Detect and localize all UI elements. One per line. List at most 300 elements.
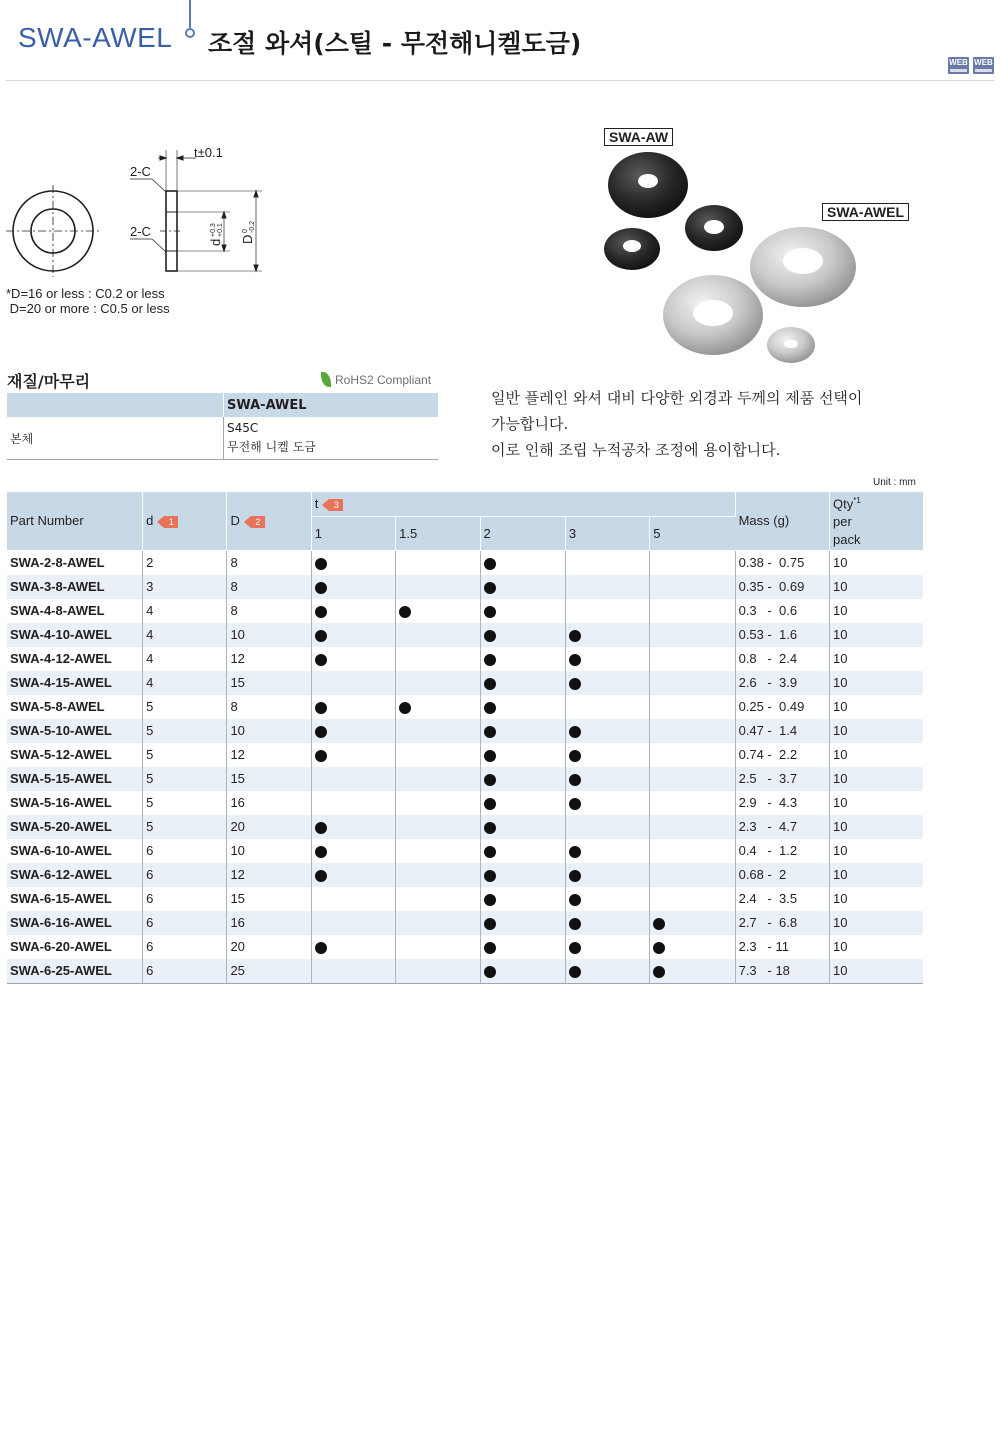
spec-table: [7, 492, 923, 984]
t-availability-cell: [480, 863, 565, 887]
part-number-cell: SWA-3-8-AWEL: [7, 575, 143, 599]
table-row: [7, 623, 923, 647]
t-availability-cell: [396, 599, 480, 623]
part-number-cell: SWA-6-10-AWEL: [7, 839, 143, 863]
thickness-label: t±0.1: [194, 145, 223, 160]
part-number-cell: SWA-4-15-AWEL: [7, 671, 143, 695]
t-availability-cell: [565, 863, 649, 887]
table-row: [7, 911, 923, 935]
D-cell: 15: [227, 671, 311, 695]
outer-tolerance-plus: 0: [242, 229, 249, 233]
part-number-cell: SWA-5-8-AWEL: [7, 695, 143, 719]
washer-black-small: [604, 228, 660, 270]
mass-cell: 2.3 - 11: [735, 935, 829, 959]
t-availability-cell: [396, 791, 480, 815]
available-dot-icon: [484, 798, 496, 810]
D-cell: 16: [227, 911, 311, 935]
table-row: [7, 791, 923, 815]
t-availability-cell: [311, 863, 395, 887]
available-dot-icon: [315, 606, 327, 618]
washer-silver-small: [767, 327, 815, 363]
mass-cell: 0.3 - 0.6: [735, 599, 829, 623]
t-availability-cell: [480, 791, 565, 815]
header-d: d 1: [143, 492, 227, 550]
D-cell: 16: [227, 791, 311, 815]
available-dot-icon: [569, 630, 581, 642]
header-t: t 3: [311, 492, 735, 516]
mass-cell: 0.8 - 2.4: [735, 647, 829, 671]
table-row: [7, 887, 923, 911]
t-availability-cell: [311, 839, 395, 863]
available-dot-icon: [653, 966, 665, 978]
web-icon[interactable]: WEB: [973, 57, 994, 74]
t-availability-cell: [311, 935, 395, 959]
note-flag: 3: [329, 499, 343, 511]
t-availability-cell: [565, 599, 649, 623]
t-availability-cell: [565, 911, 649, 935]
washer-silver-large: [750, 227, 856, 307]
chamfer-note: D=20 or more : C0.5 or less: [6, 301, 170, 316]
t-availability-cell: [565, 959, 649, 984]
t-availability-cell: [650, 767, 735, 791]
mass-cell: 0.68 - 2: [735, 863, 829, 887]
web-icon[interactable]: WEB: [948, 57, 969, 74]
t-availability-cell: [396, 911, 480, 935]
available-dot-icon: [484, 894, 496, 906]
t-availability-cell: [650, 959, 735, 984]
d-cell: 6: [143, 863, 227, 887]
t-availability-cell: [650, 695, 735, 719]
qty-cell: 10: [833, 603, 848, 618]
t-availability-cell: [311, 550, 395, 575]
t-availability-cell: [650, 887, 735, 911]
available-dot-icon: [484, 870, 496, 882]
D-cell: 8: [227, 599, 311, 623]
washer-black-medium: [685, 205, 743, 251]
t-availability-cell: [650, 935, 735, 959]
d-cell: 6: [143, 935, 227, 959]
available-dot-icon: [569, 966, 581, 978]
product-photo: [590, 130, 890, 375]
t-availability-cell: [396, 575, 480, 599]
header-t-value: 3: [565, 516, 649, 550]
part-number-cell: SWA-6-12-AWEL: [7, 863, 143, 887]
header-t-value: 2: [480, 516, 565, 550]
available-dot-icon: [484, 918, 496, 930]
t-availability-cell: [565, 647, 649, 671]
inner-diameter-label: d: [208, 238, 223, 246]
available-dot-icon: [315, 726, 327, 738]
header-qty: Qty$^{*1}$ per pack: [830, 492, 924, 550]
d-cell: 5: [143, 767, 227, 791]
t-availability-cell: [311, 719, 395, 743]
available-dot-icon: [315, 942, 327, 954]
available-dot-icon: [484, 726, 496, 738]
photo-label-aw: SWA-AW: [604, 128, 673, 146]
t-availability-cell: [480, 815, 565, 839]
qty-cell: 10: [830, 575, 924, 599]
header-D: D 2: [227, 492, 311, 550]
t-availability-cell: [650, 911, 735, 935]
d-cell: 6: [143, 959, 227, 984]
part-number-cell: SWA-5-20-AWEL: [7, 815, 143, 839]
d-cell: 4: [143, 671, 227, 695]
D-cell: 12: [227, 647, 311, 671]
table-row: [7, 671, 923, 695]
material-finish: 무전해 니켈 도금: [227, 440, 316, 454]
rohs-label: RoHS2 Compliant: [335, 373, 432, 387]
available-dot-icon: [315, 654, 327, 666]
t-availability-cell: [396, 959, 480, 984]
qty-cell: 10: [833, 747, 848, 762]
available-dot-icon: [569, 846, 581, 858]
note-flag: 2: [251, 516, 265, 528]
product-description: [491, 385, 862, 463]
available-dot-icon: [569, 798, 581, 810]
material-header-empty: [7, 393, 224, 417]
t-availability-cell: [480, 647, 565, 671]
available-dot-icon: [569, 678, 581, 690]
header-t-value: 5: [650, 516, 735, 550]
t-availability-cell: [311, 575, 395, 599]
t-availability-cell: [480, 887, 565, 911]
t-availability-cell: [311, 743, 395, 767]
D-cell: 8: [227, 575, 311, 599]
available-dot-icon: [569, 750, 581, 762]
part-number-cell: SWA-4-8-AWEL: [7, 599, 143, 623]
t-availability-cell: [396, 623, 480, 647]
material-value: [224, 417, 439, 460]
part-number-cell: SWA-5-16-AWEL: [7, 791, 143, 815]
front-view: [6, 185, 100, 277]
available-dot-icon: [569, 894, 581, 906]
d-cell: 5: [143, 695, 227, 719]
D-cell: 12: [227, 743, 311, 767]
t-availability-cell: [396, 719, 480, 743]
t-availability-cell: [565, 671, 649, 695]
t-availability-cell: [650, 599, 735, 623]
available-dot-icon: [315, 870, 327, 882]
part-number-cell: SWA-5-15-AWEL: [7, 767, 143, 791]
t-availability-cell: [650, 671, 735, 695]
outer-tolerance-minus: -0.2: [249, 220, 256, 233]
t-availability-cell: [480, 550, 565, 575]
qty-cell: 10: [830, 767, 924, 791]
t-availability-cell: [565, 935, 649, 959]
rohs-badge: [321, 372, 431, 387]
D-cell: 10: [227, 839, 311, 863]
product-code: SWA-AWEL: [18, 22, 173, 53]
qty-cell: 10: [833, 699, 848, 714]
qty-cell: 10: [833, 843, 848, 858]
available-dot-icon: [484, 942, 496, 954]
available-dot-icon: [315, 702, 327, 714]
mass-cell: 0.4 - 1.2: [735, 839, 829, 863]
t-availability-cell: [396, 743, 480, 767]
t-availability-cell: [565, 839, 649, 863]
t-availability-cell: [311, 671, 395, 695]
t-availability-cell: [650, 623, 735, 647]
table-row: [7, 599, 923, 623]
d-cell: 5: [143, 815, 227, 839]
available-dot-icon: [315, 558, 327, 570]
mass-cell: 0.47 - 1.4: [735, 719, 829, 743]
t-availability-cell: [396, 935, 480, 959]
available-dot-icon: [484, 822, 496, 834]
qty-cell: 10: [830, 623, 924, 647]
page-title: 조절 와셔(스틸 - 무전해니켈도금): [208, 29, 582, 58]
d-cell: 5: [143, 719, 227, 743]
table-row: [7, 863, 923, 887]
available-dot-icon: [569, 726, 581, 738]
available-dot-icon: [484, 582, 496, 594]
part-number-cell: SWA-5-12-AWEL: [7, 743, 143, 767]
table-row: [7, 935, 923, 959]
t-availability-cell: [480, 911, 565, 935]
mass-cell: 2.5 - 3.7: [735, 767, 829, 791]
description-line: 가능합니다.: [491, 415, 569, 433]
mass-cell: 0.74 - 2.2: [735, 743, 829, 767]
D-cell: 15: [227, 767, 311, 791]
t-availability-cell: [650, 550, 735, 575]
t-availability-cell: [650, 647, 735, 671]
table-row: [7, 695, 923, 719]
table-row: [7, 647, 923, 671]
t-availability-cell: [650, 839, 735, 863]
D-cell: 20: [227, 815, 311, 839]
available-dot-icon: [315, 822, 327, 834]
available-dot-icon: [569, 774, 581, 786]
t-availability-cell: [480, 743, 565, 767]
material-table: [7, 393, 438, 460]
t-availability-cell: [480, 959, 565, 984]
t-availability-cell: [650, 575, 735, 599]
t-availability-cell: [650, 863, 735, 887]
available-dot-icon: [484, 606, 496, 618]
t-availability-cell: [311, 599, 395, 623]
table-row: [7, 959, 923, 984]
D-cell: 12: [227, 863, 311, 887]
available-dot-icon: [399, 702, 411, 714]
t-availability-cell: [480, 935, 565, 959]
part-number-cell: SWA-6-15-AWEL: [7, 887, 143, 911]
available-dot-icon: [484, 654, 496, 666]
D-cell: 20: [227, 935, 311, 959]
qty-cell: 10: [833, 555, 848, 570]
qty-cell: 10: [833, 651, 848, 666]
outer-diameter-label: D: [240, 234, 255, 244]
header-t-value: 1: [311, 516, 395, 550]
t-availability-cell: [565, 767, 649, 791]
header-divider: [6, 80, 994, 81]
mass-cell: 7.3 - 18: [735, 959, 829, 984]
t-availability-cell: [311, 767, 395, 791]
chamfer-label: 2-C: [130, 224, 151, 239]
table-row: [7, 719, 923, 743]
leaf-icon: [321, 372, 331, 387]
part-number-cell: SWA-6-20-AWEL: [7, 935, 143, 959]
t-availability-cell: [480, 671, 565, 695]
qty-cell: 10: [830, 911, 924, 935]
t-availability-cell: [480, 623, 565, 647]
t-availability-cell: [480, 767, 565, 791]
qty-cell: 10: [830, 815, 924, 839]
t-availability-cell: [311, 791, 395, 815]
t-availability-cell: [311, 887, 395, 911]
qty-cell: 10: [833, 891, 848, 906]
material-row-label: 본체: [7, 417, 224, 460]
t-availability-cell: [565, 575, 649, 599]
washer-silver-xlarge: [663, 275, 763, 355]
D-cell: 15: [227, 887, 311, 911]
available-dot-icon: [569, 870, 581, 882]
t-availability-cell: [311, 959, 395, 984]
qty-cell: 10: [833, 939, 848, 954]
t-availability-cell: [480, 695, 565, 719]
t-availability-cell: [311, 647, 395, 671]
t-availability-cell: [565, 791, 649, 815]
photo-label-awel: SWA-AWEL: [822, 203, 909, 221]
available-dot-icon: [484, 966, 496, 978]
header-connector-dot: [185, 28, 195, 38]
available-dot-icon: [569, 654, 581, 666]
d-cell: 4: [143, 623, 227, 647]
qty-cell: 10: [830, 671, 924, 695]
part-number-cell: SWA-4-10-AWEL: [7, 623, 143, 647]
part-number-cell: SWA-6-25-AWEL: [7, 959, 143, 984]
d-cell: 2: [143, 550, 227, 575]
table-row: [7, 767, 923, 791]
t-availability-cell: [396, 815, 480, 839]
t-availability-cell: [396, 887, 480, 911]
header-mass: Mass (g): [735, 492, 829, 550]
t-availability-cell: [480, 839, 565, 863]
available-dot-icon: [484, 630, 496, 642]
D-cell: 8: [227, 550, 311, 575]
available-dot-icon: [315, 750, 327, 762]
t-availability-cell: [565, 623, 649, 647]
available-dot-icon: [653, 942, 665, 954]
part-number-cell: SWA-5-10-AWEL: [7, 719, 143, 743]
mass-cell: 2.9 - 4.3: [735, 791, 829, 815]
part-number-cell: SWA-4-12-AWEL: [7, 647, 143, 671]
qty-cell: 10: [830, 863, 924, 887]
table-row: [7, 815, 923, 839]
d-cell: 3: [143, 575, 227, 599]
t-availability-cell: [480, 599, 565, 623]
d-cell: 4: [143, 599, 227, 623]
t-availability-cell: [650, 719, 735, 743]
unit-label: Unit : mm: [873, 477, 916, 488]
mass-cell: 2.3 - 4.7: [735, 815, 829, 839]
header-t-value: 1.5: [396, 516, 480, 550]
part-number-cell: SWA-2-8-AWEL: [7, 550, 143, 575]
table-row: [7, 575, 923, 599]
t-availability-cell: [650, 791, 735, 815]
d-cell: 6: [143, 887, 227, 911]
t-availability-cell: [650, 743, 735, 767]
qty-cell: 10: [830, 959, 924, 984]
d-cell: 6: [143, 839, 227, 863]
qty-cell: 10: [833, 795, 848, 810]
t-availability-cell: [396, 839, 480, 863]
available-dot-icon: [484, 774, 496, 786]
t-availability-cell: [565, 550, 649, 575]
available-dot-icon: [653, 918, 665, 930]
available-dot-icon: [315, 582, 327, 594]
t-availability-cell: [480, 719, 565, 743]
washer-black-large: [608, 152, 688, 218]
available-dot-icon: [484, 702, 496, 714]
note-flag: 1: [164, 516, 178, 528]
description-line: 일반 플레인 와셔 대비 다양한 외경과 두께의 제품 선택이: [491, 389, 863, 407]
t-availability-cell: [396, 647, 480, 671]
t-availability-cell: [565, 743, 649, 767]
available-dot-icon: [315, 846, 327, 858]
t-availability-cell: [565, 887, 649, 911]
header-connector-line: [189, 0, 191, 28]
t-availability-cell: [480, 575, 565, 599]
t-availability-cell: [311, 695, 395, 719]
t-availability-cell: [396, 550, 480, 575]
inner-tolerance-plus: +0.3: [210, 223, 217, 237]
d-cell: 6: [143, 911, 227, 935]
mass-cell: 2.6 - 3.9: [735, 671, 829, 695]
D-cell: 10: [227, 623, 311, 647]
mass-cell: 0.38 - 0.75: [735, 550, 829, 575]
t-availability-cell: [396, 695, 480, 719]
t-availability-cell: [650, 815, 735, 839]
available-dot-icon: [484, 558, 496, 570]
available-dot-icon: [569, 918, 581, 930]
mass-cell: 2.7 - 6.8: [735, 911, 829, 935]
table-row: [7, 743, 923, 767]
available-dot-icon: [569, 942, 581, 954]
chamfer-note: *D=16 or less : C0.2 or less: [6, 286, 165, 301]
mass-cell: 0.35 - 0.69: [735, 575, 829, 599]
D-cell: 25: [227, 959, 311, 984]
t-availability-cell: [311, 815, 395, 839]
t-availability-cell: [396, 863, 480, 887]
t-availability-cell: [396, 767, 480, 791]
t-availability-cell: [396, 671, 480, 695]
material-title: 재질/마무리: [7, 372, 91, 391]
d-cell: 5: [143, 791, 227, 815]
t-availability-cell: [311, 911, 395, 935]
D-cell: 10: [227, 719, 311, 743]
material-name: S45C: [227, 421, 259, 435]
available-dot-icon: [315, 630, 327, 642]
available-dot-icon: [484, 750, 496, 762]
D-cell: 8: [227, 695, 311, 719]
chamfer-label: 2-C: [130, 164, 151, 179]
part-number-cell: SWA-6-16-AWEL: [7, 911, 143, 935]
mass-cell: 0.25 - 0.49: [735, 695, 829, 719]
d-cell: 5: [143, 743, 227, 767]
header-part-number: Part Number: [7, 492, 143, 550]
d-cell: 4: [143, 647, 227, 671]
table-row: [7, 839, 923, 863]
mass-cell: 0.53 - 1.6: [735, 623, 829, 647]
t-availability-cell: [565, 719, 649, 743]
available-dot-icon: [484, 846, 496, 858]
t-availability-cell: [565, 815, 649, 839]
description-line: 이로 인해 조립 누적공차 조정에 용이합니다.: [491, 441, 781, 459]
t-availability-cell: [565, 695, 649, 719]
available-dot-icon: [484, 678, 496, 690]
available-dot-icon: [399, 606, 411, 618]
t-availability-cell: [311, 623, 395, 647]
